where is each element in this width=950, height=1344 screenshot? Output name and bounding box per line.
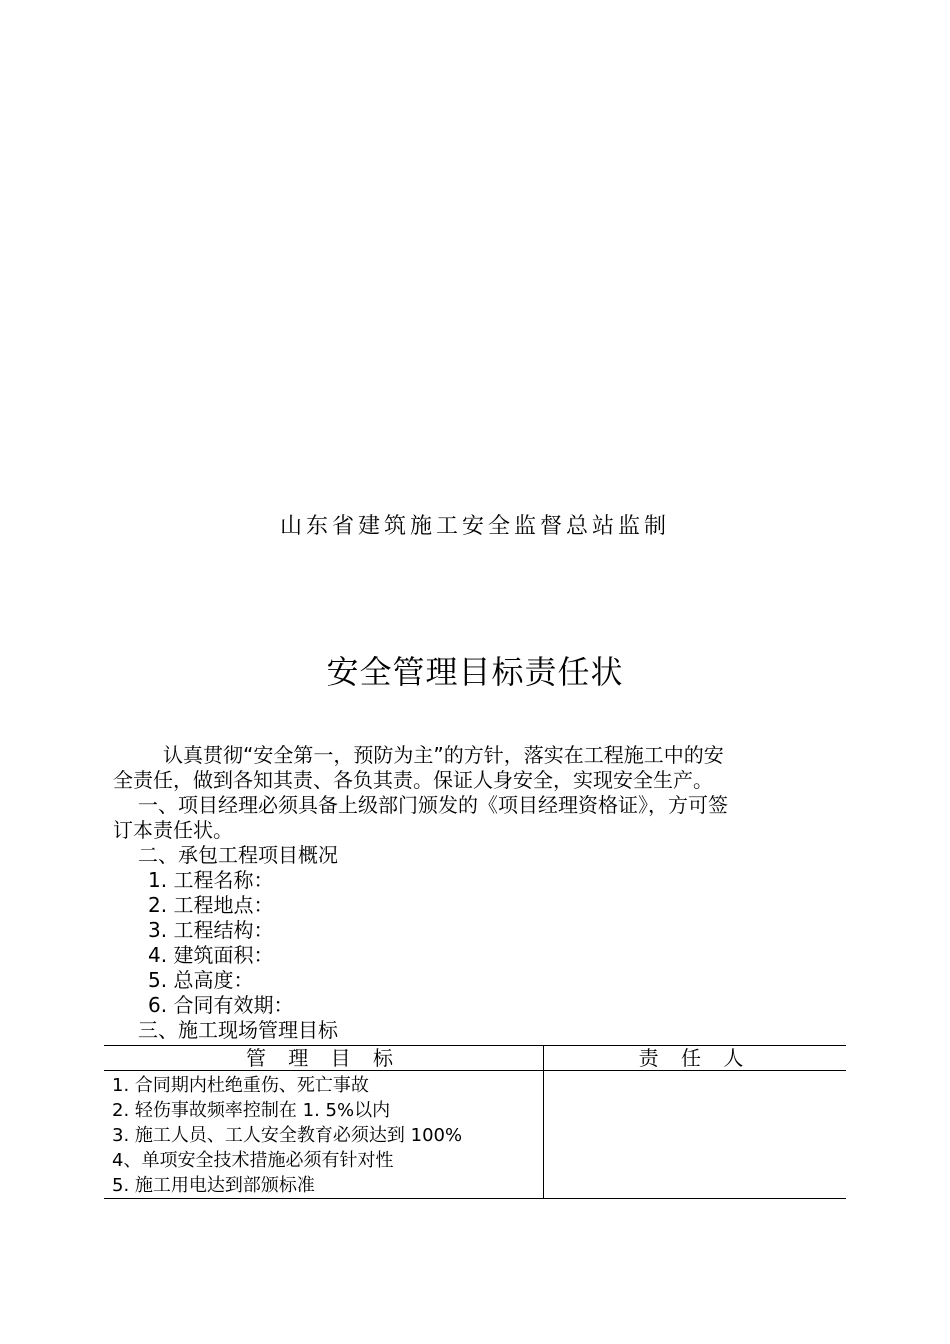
document-title: 安全管理目标责任状 (326, 653, 624, 691)
target-item-4: 4、单项安全技术措施必须有针对性 (112, 1150, 394, 1171)
table-row (104, 1071, 846, 1199)
management-targets-table (104, 1045, 846, 1199)
project-location-item: 2. 工程地点： (148, 893, 274, 917)
building-area-item: 4. 建筑面积： (148, 943, 274, 967)
target-item-2: 2. 轻伤事故频率控制在 1. 5%以内 (112, 1100, 391, 1121)
section1-line-1: 一、项目经理必须具备上级部门颁发的《项目经理资格证》，方可签 (138, 793, 728, 817)
target-item-5: 5. 施工用电达到部颁标准 (112, 1175, 315, 1196)
table-header-row (104, 1046, 846, 1071)
project-structure-item: 3. 工程结构： (148, 918, 274, 942)
section1-line-2: 订本责任状。 (113, 818, 233, 842)
document-body (113, 743, 841, 1043)
total-height-item: 5. 总高度： (148, 968, 254, 992)
responsible-person-cell (544, 1071, 847, 1199)
intro-line-2: 全责任，做到各知其责、各负其责。保证人身安全，实现安全生产。 (113, 768, 713, 792)
header-management-targets: 管 理 目 标 (104, 1046, 544, 1071)
targets-cell (104, 1071, 544, 1199)
supervisor-line: 山东省建筑施工安全监督总站监制 (279, 514, 670, 539)
intro-line-1: 认真贯彻“安全第一，预防为主”的方针，落实在工程施工中的安 (163, 743, 724, 767)
section3-heading: 三、施工现场管理目标 (138, 1018, 338, 1042)
target-item-3: 3. 施工人员、工人安全教育必须达到 100% (112, 1125, 463, 1146)
header-responsible-person: 责 任 人 (544, 1046, 847, 1071)
target-item-1: 1. 合同期内杜绝重伤、死亡事故 (112, 1075, 369, 1096)
project-name-item: 1. 工程名称： (148, 868, 274, 892)
section2-heading: 二、承包工程项目概况 (138, 843, 338, 867)
contract-period-item: 6. 合同有效期： (148, 993, 294, 1017)
